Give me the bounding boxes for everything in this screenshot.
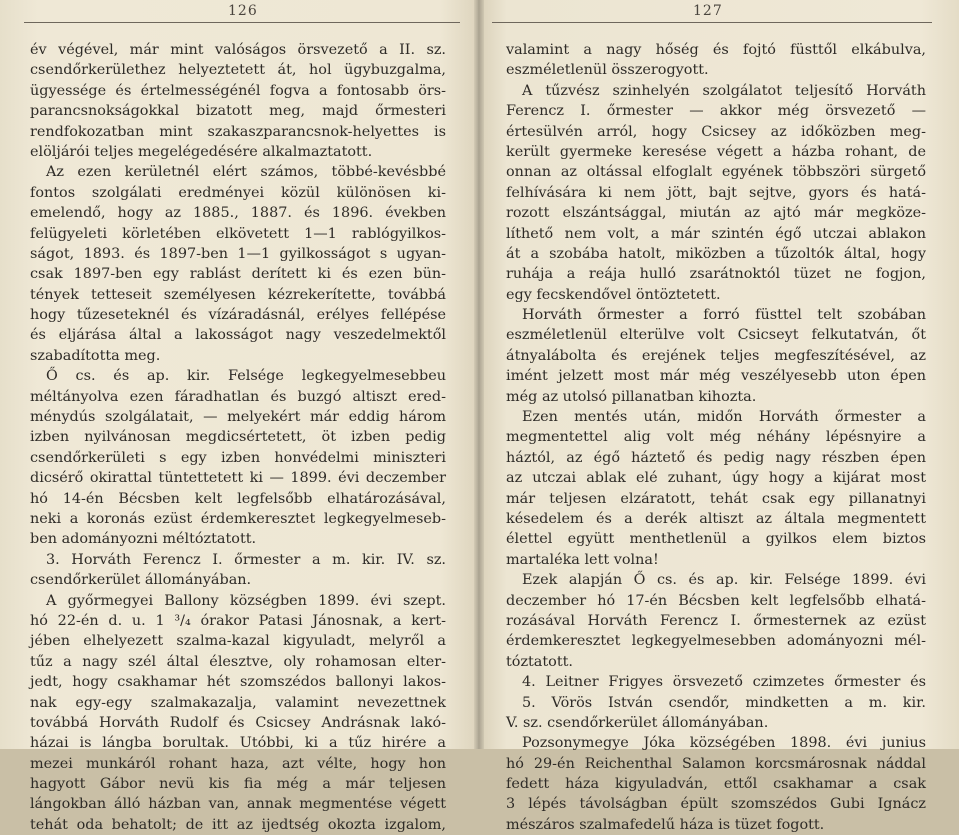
- text-line: parancsnokságokkal bizatott meg, majd őrmesteri: [30, 103, 446, 120]
- text-line: tűz a nagy szél által élesztve, oly rohamosan elter-: [30, 653, 446, 670]
- text-line: Pozsonymegye Jóka községében 1898. évi junius: [522, 735, 926, 752]
- text-line: felügyeleti körletében elkövetett 1—1 rablógyilkos-: [30, 225, 446, 242]
- text-line: rendfokozatban mint szakaszparancsnok-helyettes is: [30, 123, 446, 140]
- text-line: mezei munkáról rohant haza, azt vélte, hogy hon: [30, 755, 446, 772]
- text-line: és eljárása által a lakosságot nagy veszedelmektől: [30, 327, 446, 344]
- text-line: V. sz. csendőrkerület állományában.: [506, 714, 769, 731]
- text-line: került gyermeke keresése végett a házba rohant, de: [506, 143, 926, 160]
- left-page: [0, 0, 478, 833]
- text-line: fontos szolgálati eredményei közül különösen ki-: [30, 184, 446, 201]
- text-line: ügyessége és értelmességénél fogva a fontosabb örs-: [30, 82, 446, 99]
- left-header-rule: [24, 22, 460, 23]
- text-line: méltányolva ezen fáradhatlan és buzgó altiszt ered-: [30, 388, 446, 405]
- text-line: emelendő, hogy az 1885., 1887. és 1896. években: [30, 205, 446, 222]
- text-line: csendőrkerülethez helyeztetett át, hol ügybuzgalma,: [30, 62, 446, 79]
- book-gutter: [474, 0, 484, 749]
- text-line: elöljárói teljes megelégedésére alkalmaztatott.: [30, 143, 373, 160]
- text-line: már teljesen elzáratott, tehát csak egy pillanatnyi: [506, 490, 926, 507]
- text-line: egy fecskendővel öntöztetett.: [506, 286, 721, 303]
- text-line: értesülvén arról, hogy Csicsey az időközben meg-: [506, 123, 926, 140]
- text-line: rozott elszántsággal, miután az ajtó már megköze-: [506, 205, 926, 222]
- text-line: ménydús szolgálatait, — melyekért már eddig három: [30, 409, 446, 426]
- text-line: deczember hó 17-én Bécsben kelt legfelsőbb elhatá-: [506, 592, 926, 609]
- text-line: Ő cs. és ap. kir. Felsége legkegyelmesebbeu: [46, 368, 446, 385]
- text-line: A tűzvész szinhelyén szolgálatot teljesítő Horváth: [522, 82, 926, 99]
- text-line: jében elhelyezett szalma-kazal kigyuladt, melyről a: [30, 633, 446, 650]
- text-line: 3 lépés távolságban épült szomszédos Gubi Ignácz: [506, 796, 926, 813]
- text-line: A győrmegyei Ballony községben 1899. évi szept.: [46, 592, 446, 609]
- text-line: az utczai ablak elé zuhant, úgy hogy a kijárat most: [506, 470, 926, 487]
- text-line: továbbá Horváth Rudolf és Csicsey Andrásnak lakó-: [30, 714, 446, 731]
- text-line: onnan az oltással elfoglalt egyének többszöri sürgető: [506, 164, 926, 181]
- text-line: hó 14-én Bécsben kelt legfelsőbb elhatározásával,: [30, 490, 446, 507]
- text-line: csendőrkerület állományában.: [30, 572, 252, 589]
- right-page-text: [506, 40, 926, 835]
- text-line: átnyalábolta és erejének teljes megfeszítésével, az: [506, 347, 926, 364]
- text-line: neki a koronás ezüst érdemkeresztet legkegyelmeseb-: [30, 510, 446, 527]
- text-line: csak 1897-ben egy rablást derített ki és ezen bün-: [30, 266, 446, 283]
- text-line: házai is lángba borultak. Utóbbi, ki a tűz hirére a: [30, 735, 446, 752]
- text-line: dicsérő okirattal tüntettetett ki — 1899. évi deczember: [30, 470, 446, 487]
- right-page: [478, 0, 959, 833]
- text-line: felhívására ki nem jött, bajt sejtve, gyors és hatá-: [506, 184, 926, 201]
- text-line: év végével, már mint valóságos örsvezető a II. sz.: [30, 42, 446, 58]
- text-line: még az utolsó pillanatban kihozta.: [506, 388, 757, 405]
- text-line: mészáros szalmafedelű háza is tüzet fogott.: [506, 816, 825, 833]
- text-line: érdemkeresztet legkegyelmesebben adományozni mél-: [506, 633, 926, 650]
- text-line: rozásával Horváth Ferencz I. őrmesternek az ezüst: [506, 612, 926, 629]
- text-line: Horváth őrmester a forró füsttel telt szobában: [522, 307, 926, 324]
- right-page-number: 127: [693, 3, 723, 19]
- text-line: Az ezen kerületnél elért számos, többé-kevésbbé: [46, 164, 446, 181]
- text-line: ruhája a reája hulló zsarátnoktól tüzet ne fogjon,: [506, 266, 926, 283]
- text-line: hó 29-én Reichenthal Salamon korcsmárosnak náddal: [506, 755, 926, 772]
- left-page-number: 126: [228, 3, 258, 19]
- right-header-rule: [492, 22, 932, 23]
- text-line: hogy tűzeseteknél és vízáradásnál, erélyes fellépése: [30, 307, 446, 324]
- text-line: át a szobába hatolt, miközben a tűzoltók által, hogy: [506, 245, 926, 262]
- text-line: lángokban álló házban van, annak megmentése végett: [30, 796, 446, 813]
- text-line: tóztatott.: [506, 653, 573, 670]
- text-line: líthető nem volt, a már szintén égő utczai ablakon: [506, 225, 926, 242]
- text-line: élettel együtt menthetlenül a gyilkos elem biztos: [506, 531, 926, 548]
- text-line: hagyott Gábor nevü kis fia még a már teljesen: [30, 776, 446, 793]
- text-line: izben nyilvánosan megdicsértetett, öt izben pedig: [30, 429, 446, 446]
- text-line: késedelem és a derék altiszt az általa megmentett: [506, 510, 926, 527]
- text-line: csendőrkerületi s egy izben honvédelmi miniszteri: [30, 449, 446, 466]
- text-line: fedett háza kigyuladván, ettől csakhamar a csak: [506, 776, 926, 793]
- text-line: 5. Vörös István csendőr, mindketten a m. kir.: [522, 694, 926, 711]
- text-line: martaléka lett volna!: [506, 551, 659, 568]
- text-line: hó 22-én d. u. 1 ³/₄ órakor Patasi Jánosnak, a kert-: [30, 612, 446, 629]
- text-line: Ezen mentés után, midőn Horváth őrmester a: [522, 409, 926, 426]
- text-line: valamint a nagy hőség és fojtó füsttől elkábulva,: [506, 42, 926, 58]
- text-line: nak egy-egy szalmakazalja, valamint nevezettnek: [30, 694, 446, 711]
- text-line: eszméletlenül összerogyott.: [506, 62, 709, 79]
- text-line: háztól, az égő háztető és pedig nagy részben épen: [506, 449, 926, 466]
- left-page-text: [30, 40, 446, 835]
- text-line: 4. Leitner Frigyes örsvezető czimzetes őrmester és: [522, 674, 926, 691]
- text-line: tehát oda behatolt; de itt az ijedtség okozta izgalom,: [30, 816, 446, 833]
- text-line: imént jelzett most már még veszélyesebb uton épen: [506, 368, 926, 385]
- text-line: szabadította meg.: [30, 347, 161, 364]
- text-line: ben adományozni méltóztatott.: [30, 531, 257, 548]
- text-line: 3. Horváth Ferencz I. őrmester a m. kir. IV. sz.: [46, 551, 446, 568]
- text-line: tények tetteseit személyesen kézrekerítette, továbbá: [30, 286, 446, 303]
- text-line: ságot, 1893. és 1897-ben 1—1 gyilkosságot s ugyan-: [30, 245, 446, 262]
- text-line: jedt, hogy csakhamar hét szomszédos ballonyi lakos-: [30, 674, 446, 691]
- text-line: Ferencz I. őrmester — akkor még örsvezető —: [506, 103, 926, 120]
- text-line: megmentettel alig volt még néhány lépésnyire a: [506, 429, 926, 446]
- text-line: eszméletlenül elterülve volt Csicseyt felkutatván, őt: [506, 327, 926, 344]
- text-line: Ezek alapján Ő cs. és ap. kir. Felsége 1899. évi: [522, 572, 926, 589]
